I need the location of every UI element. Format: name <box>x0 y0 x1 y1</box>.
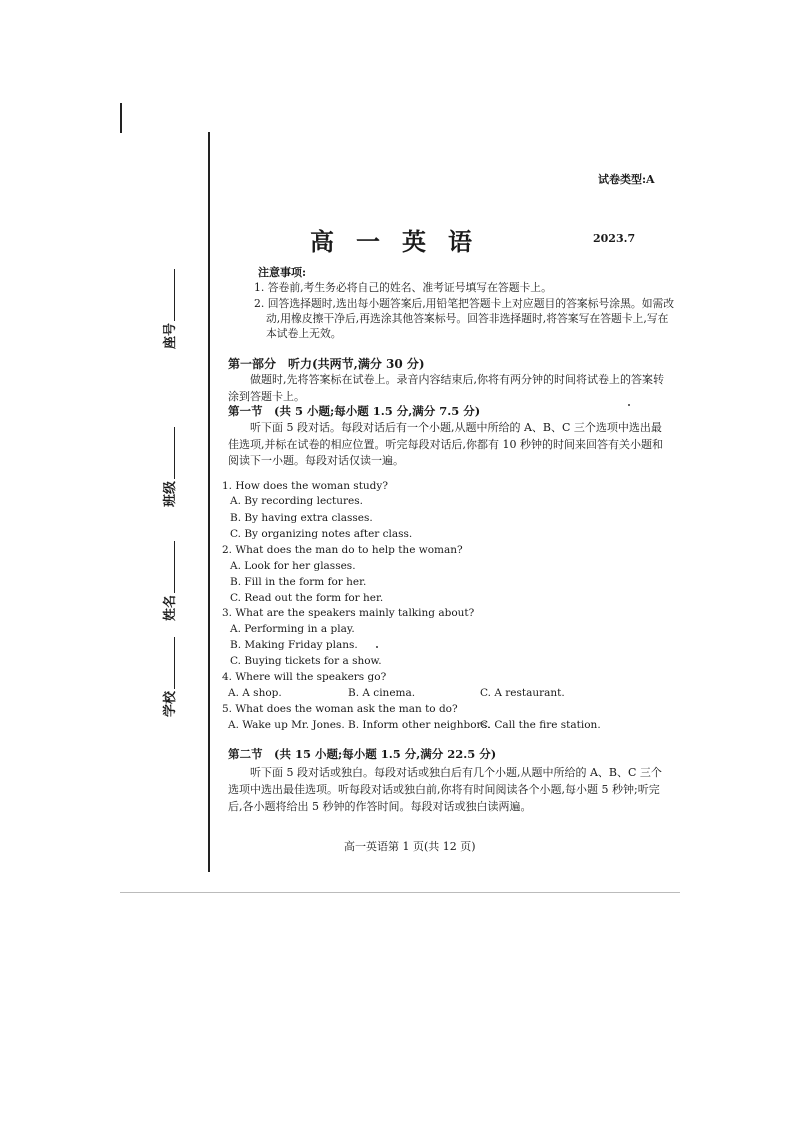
question-option: A. A shop. <box>228 687 282 699</box>
question-option: A. Performing in a play. <box>230 623 355 635</box>
question-option: C. Read out the form for her. <box>230 592 384 604</box>
binding-mark <box>120 103 122 133</box>
binding-line <box>208 132 210 872</box>
question-option: A. By recording lectures. <box>230 495 363 507</box>
note-item: 1. 答卷前,考生务必将自己的姓名、准考证号填写在答题卡上。 <box>254 281 552 294</box>
class-label: 班级 <box>159 427 177 507</box>
part1-intro: 做题时,先将答案标在试卷上。录音内容结束后,你将有两分钟的时间将试卷上的答案转涂到答题卡上。 <box>228 373 664 403</box>
bottom-rule <box>120 892 680 893</box>
name-blank <box>162 541 175 593</box>
seat-blank <box>162 269 175 321</box>
question-stem: 5. What does the woman ask the man to do? <box>222 703 458 715</box>
question-option: A. Look for her glasses. <box>230 560 356 572</box>
note-item: 2. 回答选择题时,选出每小题答案后,用铅笔把答题卡上对应题目的答案标号涂黑。如需改动,用橡皮擦干净后,再选涂其他答案标号。回答非选择题时,将答案写在答题卡上,写在本试卷上无效。 <box>254 297 675 340</box>
question-option: B. A cinema. <box>348 687 416 699</box>
question-option: B. Inform other neighbors. <box>348 719 491 731</box>
question-stem: 4. Where will the speakers go? <box>222 671 387 683</box>
seat-label: 座号 <box>159 269 177 349</box>
question-option: C. By organizing notes after class. <box>230 528 413 540</box>
scan-speck <box>376 646 378 648</box>
notes-title: 注意事项: <box>258 266 307 279</box>
exam-date: 2023.7 <box>593 232 636 245</box>
exam-type: 试卷类型:A <box>598 173 655 186</box>
scan-speck <box>628 404 630 406</box>
question-option: C. Buying tickets for a show. <box>230 655 382 667</box>
question-option: C. A restaurant. <box>480 687 565 699</box>
school-blank <box>162 637 175 689</box>
school-label: 学校 <box>159 637 177 717</box>
page-footer: 高一英语第 1 页(共 12 页) <box>344 840 476 853</box>
question-stem: 2. What does the man do to help the woman? <box>222 544 463 556</box>
question-option: B. Fill in the form for her. <box>230 576 367 588</box>
section1-heading: 第一节 (共 5 小题;每小题 1.5 分,满分 7.5 分) <box>228 404 481 418</box>
question-option: A. Wake up Mr. Jones. <box>228 719 345 731</box>
section2-heading: 第二节 (共 15 小题;每小题 1.5 分,满分 22.5 分) <box>228 747 497 761</box>
question-option: C. Call the fire station. <box>480 719 601 731</box>
name-label: 姓名 <box>159 541 177 621</box>
question-stem: 3. What are the speakers mainly talking about? <box>222 607 475 619</box>
page-title: 高一英语 <box>310 227 494 256</box>
question-stem: 1. How does the woman study? <box>222 480 388 492</box>
section1-intro: 听下面 5 段对话。每段对话后有一个小题,从题中所给的 A、B、C 三个选项中选出最佳选项,并标在试卷的相应位置。听完每段对话后,你都有 10 秒钟的时间来回答有关小题和阅读下一小题。每段对话仅读一遍。 <box>228 421 663 467</box>
question-option: B. Making Friday plans. <box>230 639 358 651</box>
part1-heading: 第一部分 听力(共两节,满分 30 分) <box>228 357 425 371</box>
question-option: B. By having extra classes. <box>230 512 373 524</box>
class-blank <box>162 427 175 479</box>
section2-intro: 听下面 5 段对话或独白。每段对话或独白后有几个小题,从题中所给的 A、B、C 三个选项中选出最佳选项。听每段对话或独白前,你将有时间阅读各个小题,每小题 5 秒钟;听完后,各小题将给出 5 秒钟的作答时间。每段对话或独白读两遍。 <box>228 766 662 813</box>
